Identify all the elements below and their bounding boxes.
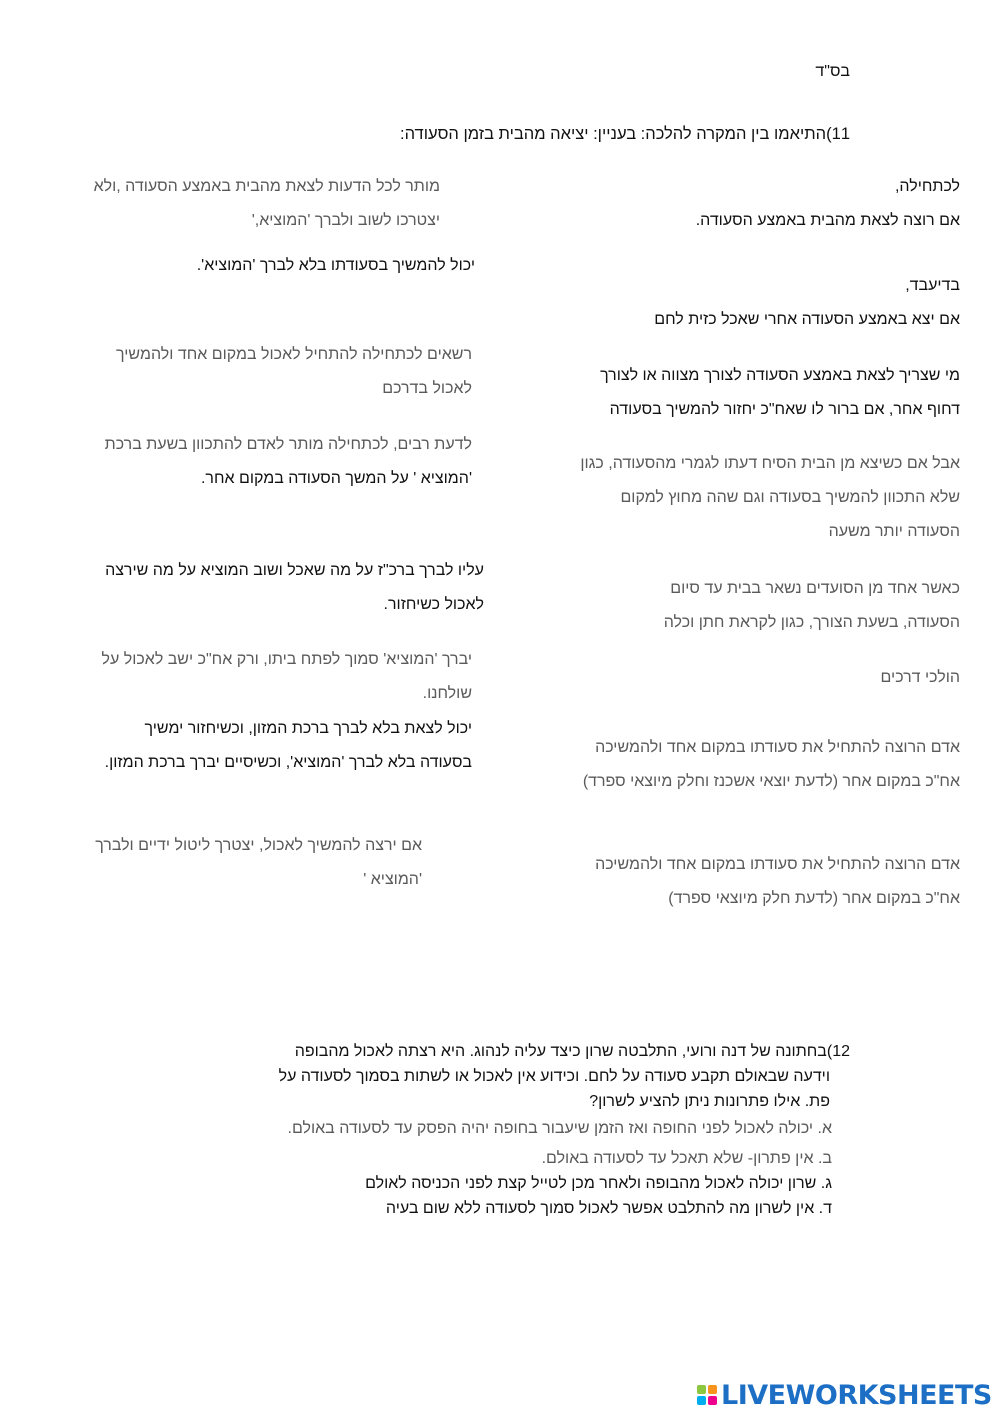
ruling-line: אם ירצה להמשיך לאכול, יצטרך ליטול ידיים ולברך	[95, 837, 422, 854]
q12-option-c: ג. שרון יכולה לאכול מהבופה ולאחר מכן לטייל קצת לפני הכניסה לאולם	[365, 1175, 832, 1192]
case-line: בדיעבד,	[905, 277, 960, 294]
case-line: אם יצא באמצע הסעודה אחרי שאכל כזית לחם	[654, 311, 960, 328]
liveworksheets-logo	[697, 1378, 992, 1412]
ruling-line: רשאים לכתחילה להתחיל לאכול במקום אחד ולהמשיך	[116, 346, 472, 363]
case-line: הסעודה יותר משעה	[828, 523, 960, 540]
ruling-line: לאכול כשיחזור.	[383, 596, 484, 613]
q12-line: וידעה שבאולם תקבע סעודה על לחם. וכידוע אין לאכול או לשתות בסמוך לסעודה על	[278, 1068, 830, 1085]
case-line: אח"כ במקום אחר (לדעת חלק מיוצאי ספרד)	[668, 890, 960, 907]
ruling-line: 'המוציא '	[363, 871, 422, 888]
case-line: אדם הרוצה להתחיל את סעודתו במקום אחד ולהמשיכה	[595, 856, 960, 873]
case-line: דחוף אחר, אם ברור לו שאח"כ יחזור להמשיך בסעודה	[609, 401, 960, 418]
q11-title: 11)התיאמו בין המקרה להלכה: בעניין: יציאה מהבית בזמן הסעודה:	[400, 125, 850, 143]
case-line: אדם הרוצה להתחיל את סעודתו במקום אחד ולהמשיכה	[595, 739, 960, 756]
ruling-line: יכול להמשיך בסעודתו בלא לברך 'המוציא'.	[196, 257, 475, 274]
ruling-line: לאכול בדרכם	[382, 380, 472, 397]
case-line: מי שצריך לצאת באמצע הסעודה לצורך מצווה או לצורך	[600, 367, 960, 384]
ruling-line: עליו לברך ברכ"ז על מה שאכל ושוב המוציא על מה שירצה	[105, 562, 484, 579]
q12-line: 12)בחתונה של דנה ורועי, התלבטה שרון כיצד עליה לנהוג. היא רצתה לאכול מהבופה	[294, 1043, 850, 1060]
q12-option-b: ב. אין פתרון- שלא תאכל עד לסעודה באולם.	[541, 1150, 832, 1167]
case-line: אבל אם כשיצא מן הבית הסיח דעתו לגמרי מהסעודה, כגון	[580, 455, 960, 472]
case-line: שלא התכוון להמשיך בסעודה וגם שהה מחוץ למקום	[620, 489, 960, 506]
case-line: אח"כ במקום אחר (לדעת יוצאי אשכנז וחלק מיוצאי ספרד)	[582, 773, 960, 790]
case-line: לכתחילה,	[894, 178, 960, 195]
case-line: הסעודה, בשעת הצורך, כגון לקראת חתן וכלה	[663, 614, 960, 631]
header-bsd: בס"ד	[815, 63, 850, 80]
case-line: הולכי דרכים	[880, 669, 960, 686]
q12-option-a: א. יכולה לאכול לפני החופה ואז הזמן שיעבור בחופה יהיה הפסק עד לסעודה באולם.	[287, 1120, 832, 1137]
q12-option-d: ד. אין לשרון מה להתלבט אפשר לאכול סמוך לסעודה ללא שום בעיה	[385, 1200, 832, 1217]
logo-text: LIVEWORKSHEETS	[721, 1379, 992, 1411]
case-line: אם רוצה לצאת מהבית באמצע הסעודה.	[695, 212, 960, 229]
liveworksheets-logo-icon	[697, 1385, 717, 1405]
ruling-line: יכול לצאת בלא לברך ברכת המזון, וכשיחזור ימשיך	[144, 720, 472, 737]
ruling-line: לדעת רבים, לכתחילה מותר לאדם להתכוון בשעת ברכת	[104, 436, 472, 453]
case-line: כאשר אחד מן הסועדים נשאר בבית עד סיום	[670, 580, 960, 597]
ruling-line: 'המוציא ' על המשך הסעודה במקום אחר.	[200, 470, 472, 487]
ruling-line: שולחנו.	[422, 685, 472, 702]
ruling-line: יברך 'המוציא' סמוך לפתח ביתו, ורק אח"כ ישב לאכול על	[101, 651, 472, 668]
ruling-line: מותר לכל הדעות לצאת מהבית באמצע הסעודה ,ולא	[93, 178, 440, 195]
ruling-line: בסעודה בלא לברך 'המוציא', וכשיסיים יברך ברכת המזון.	[104, 754, 472, 771]
q12-line: פת. אילו פתרונות ניתן להציע לשרון?	[589, 1093, 830, 1110]
ruling-line: יצטרכו לשוב ולברך 'המוציא,'	[251, 212, 440, 229]
